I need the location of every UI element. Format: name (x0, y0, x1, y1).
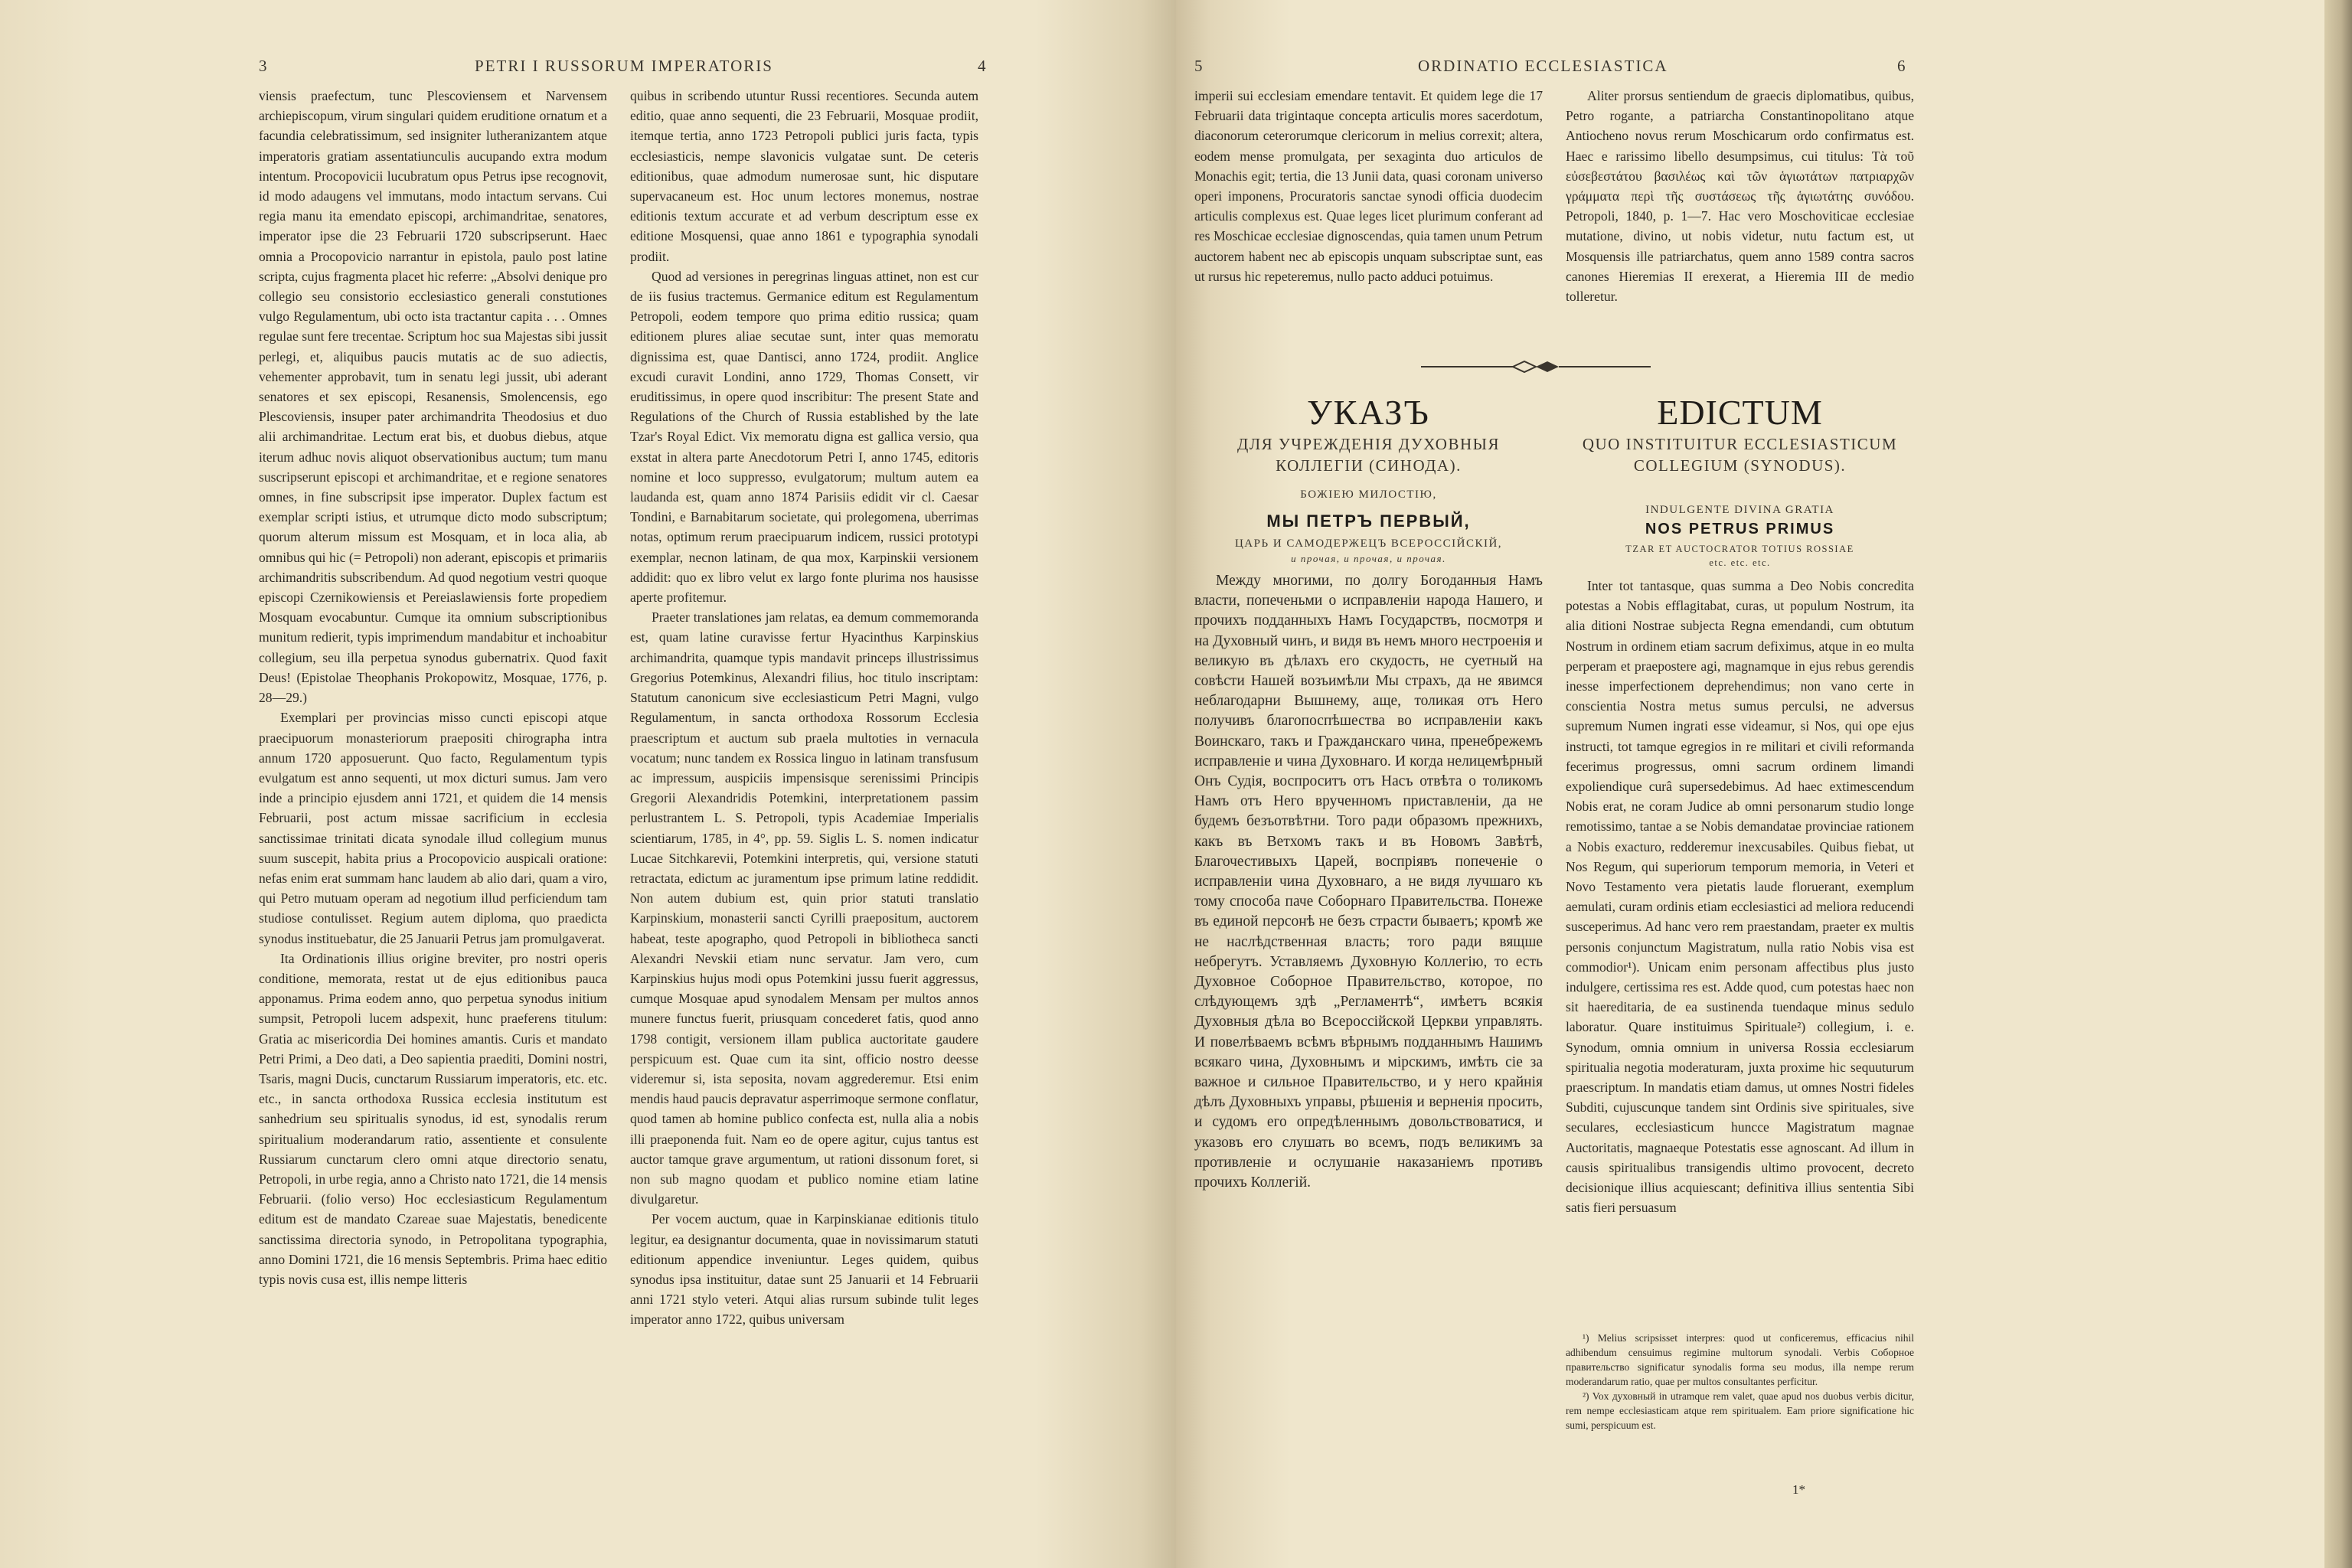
edictum-ruler: TZAR ET AUCTOCRATOR TOTIUS ROSSIAE (1625, 544, 1854, 554)
page-number-left: 3 (259, 57, 269, 75)
paragraph: Inter tot tantasque, quas summa a Deo Nobis concredita potestas a Nobis efflagitabat, curas, ut populum Nostrum, ita alia ditioni Nostrae subjecta Regna emendandi, cum obtutum Nostrum in ordinem etiam sacrum defiximus, atque in eo multa perperam et praepostere agi, magnamque in ejus rebus gerendis inesse imperfectionem deprehendimus; non vano certe in conscientia Nostra metus sumus perculsi, ne adversus supremum Numen ingrati esse videamur, si Nos, qui ope ejus instructi, tot tamque egregios in re militari et civili reformanda fecerimus progressus, omni sacrum ordinem limandi expoliendique curâ supersedebimus. Ad haec extimescendum Nobis erat, ne coram Judice ab omni personarum studio longe remotissimo, tantae a se Nobis demandatae provinciae rationem a Nobis exacturo, redderemur inexcusabiles. Quibus fiebat, ut Nos Regum, qui superiorum temporum memoria, in Veteri et Novo Testamento vera pietatis laude floruerant, exemplum aemulati, curam ordinis etiam ecclesiastici ad meliora reducendi susceperimus. Ad hanc vero rem praestandam, praeter ex multis personis conjunctum Magistratum, nulla ratio Nobis visa est commodior¹). Unicam enim personam affectibus plus justo indulgere, certissima res est. Adde quod, cum potestas haec non sit haereditaria, de ea sustinenda tuendaque minus sedulo laboratur. Quare instituimus Spirituale²) collegium, i. e. Synodum, omnia omnium in universa Rossia ecclesiarum spiritualia negotia moderaturam, juxta proxime hic sequuturum praescriptum. In mandatis etiam damus, ut omnes Nostri fideles Subditi, cujuscunque tandem sint Ordinis sive spirituales, sive seculares, ecclesiasticum huncce Magistratum magnae Auctoritatis, magnaeque Potestatis esse agnoscant. Ad illum in causis spiritualibus transigendis ultimo provocent, decreto decisionique illius acquiescant; definitiva illius sententia Sibi satis fieri persuasum (1566, 578, 1914, 1216)
page-edge (2324, 0, 2352, 1568)
ukaz-title: УКАЗЪ (1307, 393, 1430, 432)
page-number-left-2: 4 (978, 57, 988, 75)
page-number-right: 5 (1194, 57, 1204, 75)
edictum-subtitle-2: COLLEGIUM (SYNODUS). (1633, 456, 1847, 475)
edictum-text-column (1566, 576, 1914, 1218)
right-top-column-2 (1566, 86, 1914, 306)
running-head-right: ORDINATIO ECCLESIASTICA (1418, 57, 1668, 75)
page-number-right-2: 6 (1897, 57, 1907, 75)
edictum-name: NOS PETRUS PRIMUS (1645, 521, 1835, 537)
ornament-divider (1421, 358, 1651, 375)
paragraph: viensis praefectum, tunc Plescoviensem et Narvensem archiepiscopum, virum singulari quidem eruditione ornatum et a facundia celebratissimum, sed insigniter lutheranizantem atque imperatoris gratiam assentatiunculis aucupando extra modum intentum. Procopovicii lucubratum opus Petrus ipse recognovit, id modo adaugens vel immutans, modo intactum servans. Cui regia manu ita emendato episcopi, archimandritae, senatores, imperator ipse die 23 Februarii 1720 subscripserunt. Haec omnia a Procopovicio narrantur in epistola, paulo post latine scripta, cujus fragmenta placet hic referre: „Absolvi denique pro collegio seu consistorio ecclesiastico generali constutiones vulgo Regulamentum, ubi octo ista tractantur capita . . . Omnes regulae sunt fere trecentae. Scriptum hoc sua Majestas sibi jussit perlegi, et, aliquibus paucis mutatis ac de suo adiectis, vehementer approbavit, tum in senatu legi jussit, ubi aderant senatores et sex episcopi, Resanensis, Smolencensis, ego Plescoviensis, insuper pater archimandrita Theodosius et duo alii archimandritae. Lectum erat bis, et duobus diebus, atque iterum adhuc novis aliquot observationibus auctum; tum manu suscripserunt episcopi et archimandritae, et e regione senatores omnes, in fine subscripsit ipse imperator. Duplex factum est exemplar scripti istius, et utrumque dicto modo subscriptum; quorum alterum missum est Mosquam, et in loca alia, ab omnibus qui hic (= Petropoli) non aderant, episcopis et primariis archimandritis subscribendum. Ad quod negotium vestri quoque episcopi Czernikowiensis et Pereiaslawiensis forte propediem Mosquam evocabuntur. Cumque ita omnium subscriptionibus munitum redierit, typis imprimendum mandabitur et inchoabitur collegium, seu illa perpetua synodus gubernatrix. Quod faxit Deus! (Epistolae Theophanis Prokopowitz, Mosquae, 1776, p. 28—29.) (259, 88, 607, 706)
paragraph: Quod ad versiones in peregrinas linguas attinet, non est cur de iis fusius tractemus. Germanice editum est Regulamentum Petropoli, eodem tempore quo prima editio russica; quam editionem plures aliae secutae sunt, inter quas memoratu dignissima est, quae Dantisci, anno 1724, prodiit. Anglice excudi curavit Londini, anno 1729, Thomas Consett, vir eruditissimus, in opere quod inscribitur: The present State and Regulations of the Church of Russia established by the late Tzar's Royal Edict. Vix memoratu digna est gallica versio, qua exstat in altera parte Anecdotorum Petri I, anno 1745, editoris nomine et loco suppresso, evulgatorum; multum autem ea laudanda est, quam anno 1874 Parisiis edidit vir cl. Caesar Tondini, e Barnabitarum societate, qui prolegomena, uberrimas notas, optimum rerum praecipuarum indicem, russici prototypi exemplar, necnon latinam, de qua mox, Karpinskii versionem addidit: quo ex libro velut ex largo fonte plurima nos hausisse aperte profitemur. (630, 268, 978, 606)
paragraph: quibus in scribendo utuntur Russi recentiores. Secunda autem editio, quae anno sequenti, die 23 Februarii, Mosquae prodiit, itemque tertia, anno 1723 Petropoli publici juris facta, typis ecclesiasticis, nempe slavonicis vulgatae sunt. De ceteris editionibus, quae admodum numerosae sunt, hic disputare supervacaneum est. Hoc unum lectores monemus, nostrae editionis textum accurate et ad verbum descriptum esse ex editione Mosquensi, quae anno 1861 e typographia synodali prodiit. (630, 88, 978, 264)
paragraph: Ita Ordinationis illius origine breviter, pro nostri operis conditione, memorata, restat ut de ejus editionibus pauca apponamus. Prima eodem anno, quo perpetua synodus initium sumpsit, Petropoli lucem adspexit, hunc praeferens titulum: Gratia ac misericordia Dei homines amantis. Curis et mandato Petri Primi, a Deo dati, a Deo sapientia praediti, Domini nostri, Tsaris, magni Ducis, cunctarum Russiarum imperatoris, etc. etc. etc., in sancta orthodoxa Russica ecclesia institutum est sanhedrium seu spiritualis synodus, id est, synodalis rerum spiritualium moderandarum ratio, assentiente et consulente Russiarum cunctarum clero omni atque directorio senatu, Petropoli, in urbe regia, anno a Christo nato 1721, die 14 mensis Februarii. (folio verso) Hoc ecclesiasticum Regulamentum editum est de mandato Czareae suae Majestatis, benedicente sanctissima directoria synodo, in Petropolitana typographia, anno Domini 1721, die 16 mensis Septembris. Prima haec editio typis novis cusa est, illis nempe litteris (259, 950, 607, 1287)
signature-mark: 1* (1792, 1482, 1805, 1497)
left-column-2 (630, 86, 978, 1330)
paragraph: Praeter translationes jam relatas, ea demum commemoranda est, quam latine curavisse fertur Hyacinthus Karpinskius archimandrita, quamque typis mandavit princeps illustrissimus Gregorius Potemkinus, Alexandri filius, hoc titulo inscriptam: Statutum canonicum sive ecclesiasticum Petri Magni, vulgo Regulamentum, in sancta orthodoxa Rossorum Ecclesia praescriptum et auctum sub praela multoties in vernacula vocatum; nunc tandem ex Rossica linguo in latinam transfusum ac impressum, auspiciis impensisque serenissimi Principis Gregorii Alexandridis Potemkini, interpretationem passim perlustrantem L. S. Petropoli, typis Academiae Imperialis scientiarum, 1785, in 4°, pp. 59. Siglis L. S. nomen indicatur Lucae Sitchkarevii, Potemkini interpretis, qui, versione statuti retractata, edictum ac juramentum ipse primum latine reddidit. Non autem dubium est, quin prior statuti translatio Karpinskium, monasterii sancti Cyrilli praepositum, auctorem habeat, teste apographo, quod Petropoli in bibliotheca sancti Alexandri Nevskii etiam nunc servatur. Jam vero, cum Karpinskius hujus modi opus Potemkini jussu fuerit aggressus, cumque Mosquae apud synodalem Mensam per multos annos munere functus fuerit, priusquam concederet fatis, quod anno 1798 contigit, versionem illam publica auctoritate gaudere perspicuum est. Quae cum ita sint, officio nostro deesse videremur si, ista seposita, novam aggrederemur. Etsi enim mendis haud paucis depravatur asperrimoque sermone conflatur, quod tamen ab homine publico confecta est, nulla alia a nobis illi praeponenda fuit. Nam eo de opere agitur, cujus tantus est auctor tamque grave argumentum, ut rationi dissonum foret, si non sub magno quodam et publico nomine etiam latine divulgaretur. (630, 609, 978, 1207)
edictum-etc: etc. etc. etc. (1709, 557, 1771, 568)
edictum-title: EDICTUM (1657, 393, 1823, 432)
footnotes (1566, 1331, 1914, 1432)
paragraph: imperii sui ecclesiam emendare tentavit. Et quidem lege die 17 Februarii data trigintaque concepta articulis mores sacerdotum, diaconorum ceterorumque clericorum in melius correxit; altera, eodem mense promulgata, per sexaginta duo articulos de Monachis egit; tertia, die 13 Junii data, quasi coronam universo operi imponens, Procuratoris sanctae synodi officia duodecim articulis complexus est. Quae leges licet plurimum conferant ad res Moschicae ecclesiae dignoscendas, quia tamen unum Petrum auctorem habent nec ab episcopis unquam subscriptae sunt, eas ut rursus hic repeteremus, nullo pacto adduci potuimus. (1194, 88, 1543, 284)
ukaz-etc: и прочая, и прочая, и прочая. (1291, 553, 1446, 564)
right-page (1176, 0, 2324, 1568)
edictum-subtitle-1: QUO INSTITUITUR ECCLESIASTICUM (1582, 435, 1898, 453)
footnote: ²) Vox духовный in utramque rem valet, quae apud nos duobus verbis dicitur, rem nempe ecclesiasticam atque rem spiritualem. Eam priore significatione hic sumi, perspicuum est. (1566, 1390, 1914, 1431)
paragraph: Aliter prorsus sentiendum de graecis diplomatibus, quibus, Petro rogante, a patriarcha Constantinopolitano atque Antiocheno novus rerum Moschicarum ordo confirmatus est. Haec e rarissimo libello desumpsimus, cui titulus: Τὰ τοῦ εὐσεβεστάτου βασιλέως καὶ τῶν ἁγιωτάτων πατριαρχῶν γράμματα περὶ τῆς συστάσεως τῆς ἁγιωτάτης συνόδου. Petropoli, 1840, p. 1—7. Hac vero Moschoviticae ecclesiae mutatione, divino, ut nobis videtur, nutu factum est, ut Mosquensis ille patriarchatus, quem anno 1589 contra sacros canones Hieremias II erexerat, a Hieremia III de medio tolleretur. (1566, 88, 1914, 305)
paragraph: Между многими, по долгу Богоданныя Намъ власти, попеченьми о исправленіи народа Нашего, и прочихъ подданныхъ Намъ Государствъ, посмотря и на Духовный чинъ, и видя въ немъ много нестроенія и великую въ дѣлахъ его скудость, не суетный на совѣсти Нашей возъимѣли Мы страхъ, да не явимся неблагодарни Вышнему, аще, толикая отъ Него получивъ благопоспѣшества во исправленіи какъ Воинскаго, такъ и Гражданскаго чина, пренебрежемъ исправленіе и чина Духовнаго. И когда нелицемѣрный Онъ Судія, воспроситъ отъ Насъ отвѣта о толикомъ Намъ отъ Него врученномъ приставленіи, да не будемъ безъотвѣтни. Того ради образомъ прежнихъ, какъ въ Ветхомъ такъ и въ Новомъ Завѣтѣ, Благочестивыхъ Царей, воспріявъ попеченіе о исправленіи чина Духовнаго, а не видя лучшаго къ тому способа паче Соборнаго Правительства. Понеже въ единой персонѣ не безъ страсти бываетъ; кромѣ же не наслѣдственная власть; того ради вящше небрегутъ. Уставляемъ Духовную Коллегію, то есть Духовное Соборное Правительство, которое, по слѣдующемъ здѣ „Регламентѣ“, имѣетъ всякія Духовныя дѣла во Всероссійской Церкви управлять. И повелѣваемъ всѣмъ вѣрнымъ подданнымъ Нашимъ всякаго чина, Духовнымъ и мірскимъ, имѣть сіе за важное и сильное Правительство, и у него крайнія дѣлъ Духовныхъ управы, рѣшенія и верненія просить, и судомъ его опредѣленнымъ довольствоватися, и указовъ его слушать во всемъ, подъ великимъ за противленіе и ослушаніе наказаніемъ противъ прочихъ Коллегій. (1194, 573, 1543, 1191)
edictum-grace: INDULGENTE DIVINA GRATIA (1645, 504, 1834, 516)
paragraph: Per vocem auctum, quae in Karpinskianae editionis titulo legitur, ea designantur documenta, quae in novissimarum statuti editionum appendice inveniuntur. Leges quidem, quibus synodus ipsa instituitur, datae sunt 25 Januarii et 14 Februarii anni 1721 stylo veteri. Atqui alias rursum subinde tulit leges imperator anno 1722, quibus universam (630, 1211, 978, 1328)
paragraph: Exemplari per provincias misso cuncti episcopi atque praecipuorum monasteriorum praepositi chirographa intra annum 1720 apposuerunt. Quo facto, Regulamentum typis evulgatum est anno sequenti, ut mox dicturi sumus. Jam vero inde a principio ejusdem anni 1721, et quidem die 14 mensis Februarii, post actum missae sacrificium in ecclesia sanctissimae trinitati dicata synodale illud collegium munus suum suscepit, habita prius a Procopovicio auspicali oratione: nefas enim erat summam hanc laudem ab alio dari, quam a viro, qui Petro mutuam operam ad negotium illud perficiendum tam studiose contulisset. Regium autem diploma, quo praedicta synodus instituebatur, die 25 Januarii Petrus jam promulgaverat. (259, 710, 607, 946)
left-column-1 (259, 86, 607, 1289)
ukaz-grace: БОЖІЕЮ МИЛОСТІЮ, (1300, 488, 1437, 501)
ukaz-text-column (1194, 571, 1543, 1193)
right-top-column-1 (1194, 86, 1543, 286)
ukaz-subtitle-2: КОЛЛЕГІИ (СИНОДА). (1276, 456, 1462, 475)
ukaz-name: МЫ ПЕТРЪ ПЕРВЫЙ, (1266, 511, 1471, 531)
footnote: ¹) Melius scripsisset interpres: quod ut conficeremus, efficacius nihil adhibendum censuimus regimine multorum synodali. Verbis Соборное правительство significatur synodalis forma seu modus, illa nempe rerum moderandarum ratio, quae per multos consultantes perficitur. (1566, 1332, 1914, 1387)
ukaz-ruler: ЦАРЬ И САМОДЕРЖЕЦЪ ВСЕРОССІЙСКІЙ, (1234, 537, 1503, 550)
running-head-left: PETRI I RUSSORUM IMPERATORIS (475, 57, 773, 75)
ukaz-subtitle-1: ДЛЯ УЧРЕЖДЕНІЯ ДУХОВНЫЯ (1237, 435, 1500, 453)
